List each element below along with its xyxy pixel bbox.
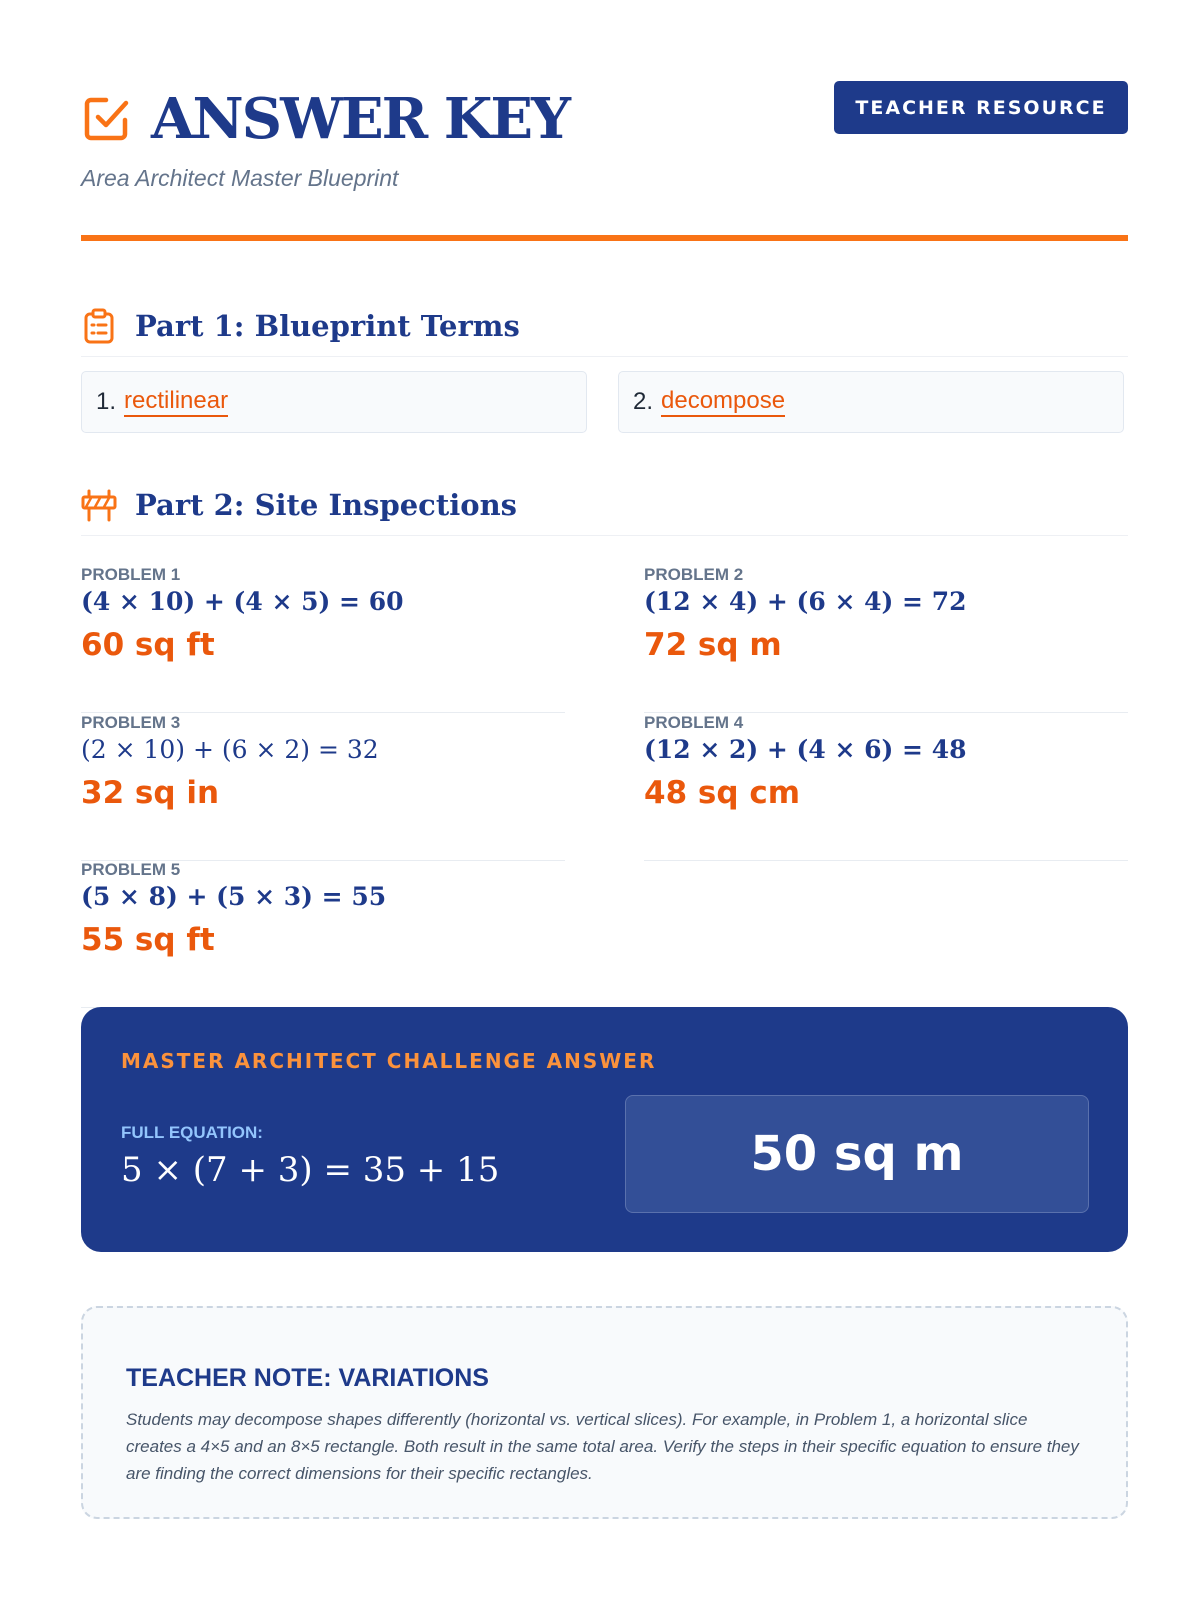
problem-equation: (12 × 2) + (4 × 6) = 48 [644, 735, 967, 764]
challenge-answer-panel [81, 1007, 1128, 1252]
teacher-note-text: Students may decompose shapes differently (horizontal vs. vertical slices). For example, in Problem 1, a horizontal slice creates a 4×5 and an 8×5 rectangle. Both result in the same total area. Verify the steps in their specific equation to ensure they are finding the correct dimensions for their specific rectangles. [126, 1410, 1079, 1483]
term-number: 2. [633, 388, 654, 415]
problem-card [644, 565, 1128, 713]
problem-card [644, 713, 1128, 861]
problem-equation: (12 × 4) + (6 × 4) = 72 [644, 587, 967, 616]
part2-heading [81, 475, 1128, 536]
problem-label: PROBLEM 5 [81, 860, 181, 879]
problem-answer: 55 sq ft [81, 922, 215, 958]
teacher-note-title: TEACHER NOTE: VARIATIONS [126, 1364, 489, 1392]
problem-label: PROBLEM 3 [81, 713, 181, 732]
problem-equation: (4 × 10) + (4 × 5) = 60 [81, 587, 404, 616]
teacher-resource-badge: TEACHER RESOURCE [834, 81, 1128, 134]
problem-label: PROBLEM 2 [644, 565, 744, 584]
problem-answer: 32 sq in [81, 775, 220, 811]
problem-label: PROBLEM 4 [644, 713, 744, 732]
part1-heading [81, 296, 1128, 357]
part1-title: Part 1: Blueprint Terms [135, 309, 520, 343]
challenge-title: MASTER ARCHITECT CHALLENGE ANSWER [121, 1049, 657, 1073]
challenge-equation: 5 × (7 + 3) = 35 + 15 [121, 1150, 500, 1190]
header [81, 81, 1128, 241]
page-subtitle: Area Architect Master Blueprint [81, 165, 399, 191]
header-divider [81, 235, 1128, 241]
problem-label: PROBLEM 1 [81, 565, 181, 584]
clipboard-icon [81, 308, 117, 344]
problem-card [81, 713, 565, 861]
checkbox-icon [81, 94, 131, 144]
problem-card [81, 565, 565, 713]
term-answer-2 [618, 371, 1124, 433]
problem-equation: (5 × 8) + (5 × 3) = 55 [81, 882, 387, 911]
problem-answer: 48 sq cm [644, 775, 801, 811]
term-answer-1 [81, 371, 587, 433]
problem-answer: 60 sq ft [81, 627, 215, 663]
term-number: 1. [96, 388, 117, 415]
page-title: ANSWER KEY [151, 86, 570, 152]
problem-answer: 72 sq m [644, 627, 782, 663]
problem-equation: (2 × 10) + (6 × 2) = 32 [81, 735, 379, 764]
part2-title: Part 2: Site Inspections [135, 488, 517, 522]
challenge-answer-box: 50 sq m [625, 1095, 1089, 1213]
problem-card [81, 860, 565, 1008]
barrier-icon [81, 487, 117, 523]
term-answer: rectilinear [124, 387, 228, 417]
teacher-note [81, 1306, 1128, 1519]
equation-label: FULL EQUATION: [121, 1123, 263, 1142]
term-answer: decompose [661, 387, 785, 417]
title-row [81, 86, 570, 152]
